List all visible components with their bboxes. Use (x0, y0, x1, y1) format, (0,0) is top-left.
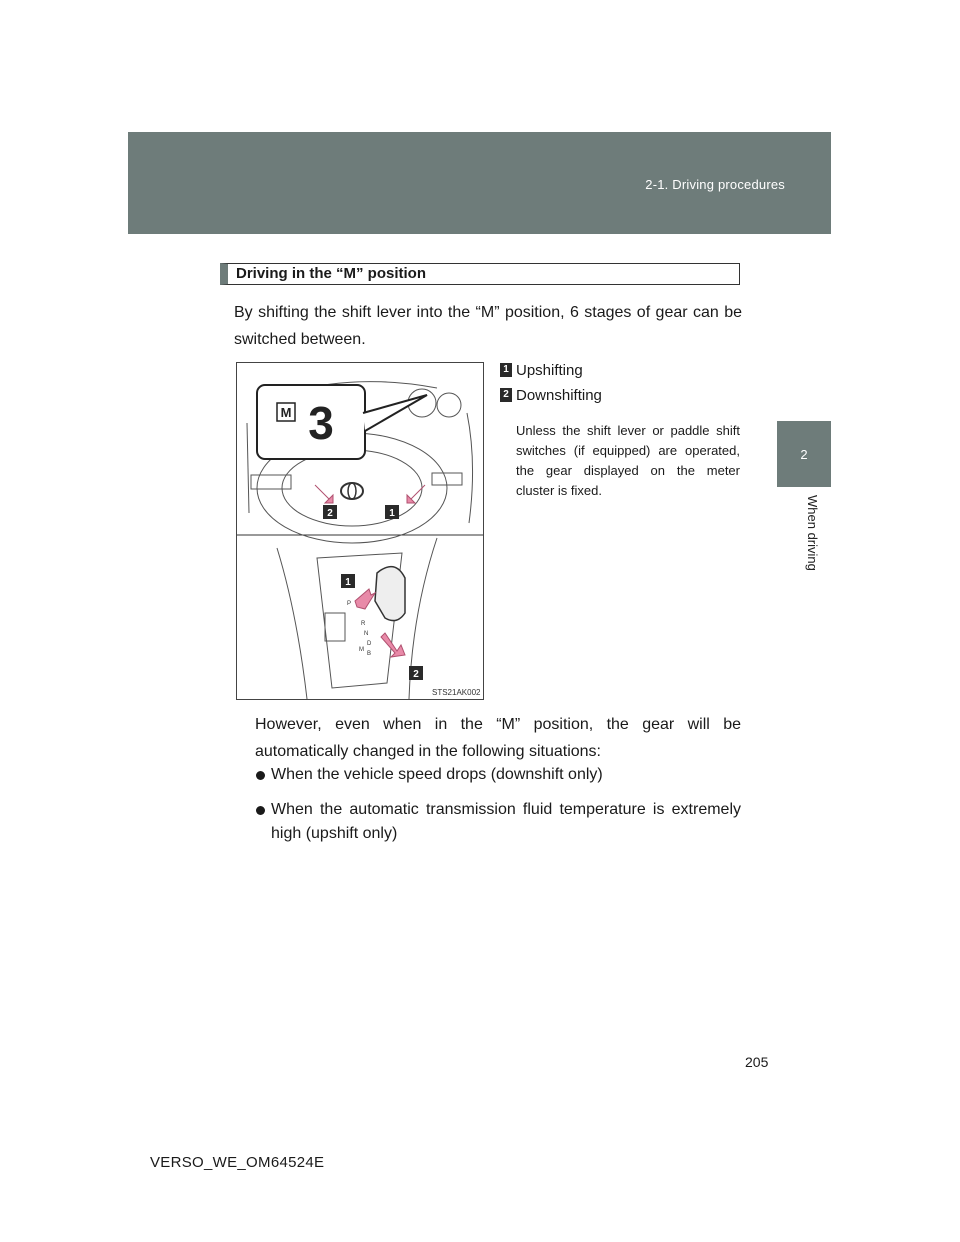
meter-callout (257, 385, 427, 459)
illustration-svg (237, 363, 483, 699)
legend-badge: 1 (500, 363, 512, 377)
side-tab (777, 421, 831, 487)
callout-upshift-lever: 1 (345, 577, 351, 588)
callout-downshift-lever: 2 (413, 669, 419, 680)
footer-code: VERSO_WE_OM64524E (150, 1154, 325, 1171)
legend-badge: 2 (500, 388, 512, 402)
page-number: 205 (745, 1054, 769, 1070)
figure-code: STS21AK002 (432, 688, 481, 697)
callout-upshift-paddle: 1 (389, 508, 395, 519)
bullet-dot-icon (256, 806, 265, 815)
header-section-title: 2-1. Driving procedures (645, 177, 785, 192)
bullet-item (255, 798, 741, 846)
gate-label-n: N (364, 631, 369, 637)
gate-label-b: B (367, 651, 372, 657)
downshift-lever-arrow (381, 633, 405, 657)
body-paragraph: However, even when in the “M” position, the gear will be automatically changed in the following situations: (255, 716, 741, 760)
bullet-item (255, 763, 741, 787)
steering-emblem (341, 483, 363, 499)
bullet-dot-icon (256, 771, 265, 780)
intro-paragraph: By shifting the shift lever into the “M” position, 6 stages of gear can be switched between. (234, 304, 742, 348)
upshift-lever-arrow (355, 589, 375, 609)
callout-downshift-paddle: 2 (327, 508, 333, 519)
meter-gear-indicator: 3 (308, 397, 334, 449)
shift-lever-illustration (236, 362, 484, 700)
gate-label-r: R (361, 621, 366, 627)
legend-item-downshifting (500, 383, 740, 407)
bullet-text: When the vehicle speed drops (downshift only) (271, 766, 603, 783)
bullet-list (255, 763, 741, 857)
legend-item-upshifting (500, 358, 740, 382)
side-chapter-label: When driving (805, 495, 820, 571)
bullet-text: When the automatic transmission fluid temperature is extremely high (upshift only) (271, 801, 741, 842)
gate-label-m: M (359, 647, 364, 653)
legend-label: Downshifting (516, 386, 602, 404)
downshift-paddle-arrow (315, 485, 333, 503)
legend-note: Unless the shift lever or paddle shift switches (if equipped) are operated, the gear displayed on the meter cluster is fixed. (516, 423, 740, 498)
upshift-paddle-arrow (407, 485, 425, 503)
meter-mode-indicator: M (280, 405, 292, 420)
gate-label-p: P (347, 601, 352, 607)
knob (375, 567, 405, 621)
header-band (128, 132, 831, 234)
section-heading: Driving in the “M” position (220, 263, 740, 285)
gate-label-d: D (367, 641, 372, 647)
legend-label: Upshifting (516, 361, 583, 379)
side-tab-number: 2 (800, 447, 808, 462)
legend (500, 358, 740, 501)
